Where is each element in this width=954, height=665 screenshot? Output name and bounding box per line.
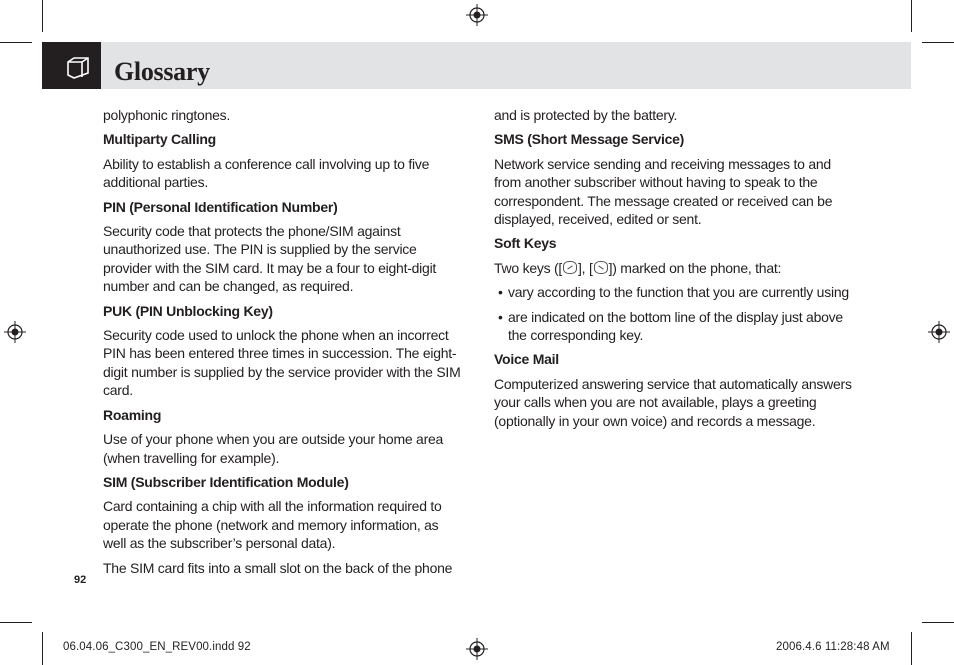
- crop-mark: [0, 42, 32, 43]
- crop-mark: [0, 622, 32, 623]
- glossary-term: PUK (PIN Unblocking Key): [103, 302, 273, 319]
- crop-mark: [911, 632, 912, 665]
- book-icon: [66, 57, 92, 79]
- glossary-term: Voice Mail: [494, 351, 559, 368]
- print-slug-timestamp: 2006.4.6 11:28:48 AM: [776, 641, 890, 653]
- glossary-definition: Use of your phone when you are outside your home area (when travelling for example).: [103, 431, 444, 466]
- page-title: Glossary: [114, 57, 210, 86]
- glossary-term: Soft Keys: [494, 235, 557, 252]
- glossary-definition: Computerized answering service that automatically answers your calls when you are not available, plays a greeting (optionally in your own voice) and records a message.: [494, 375, 852, 429]
- glossary-definition: Ability to establish a conference call involving up to five additional parties.: [103, 155, 430, 191]
- glossary-term: SIM (Subscriber Identification Module): [103, 473, 349, 490]
- list-item: • vary according to the function that you are currently using: [494, 283, 856, 301]
- registration-mark-icon: [466, 4, 488, 26]
- softkeys-intro-suffix: ]) marked on the phone, that:: [608, 259, 782, 276]
- continued-text: polyphonic ringtones.: [103, 107, 231, 123]
- glossary-definition: Card containing a chip with all the information required to operate the phone (network and memory information, as well as the subscriber’s personal data).: [103, 498, 442, 552]
- softkeys-intro-separator: ], [: [578, 259, 593, 276]
- glossary-term: PIN (Personal Identification Number): [103, 198, 338, 215]
- continued-text: and is protected by the battery.: [494, 107, 678, 123]
- crop-mark: [911, 0, 912, 32]
- registration-mark-icon: [928, 321, 950, 343]
- glossary-term: Multiparty Calling: [103, 131, 216, 148]
- glossary-column-right: [494, 106, 856, 436]
- glossary-definition: Security code that protects the phone/SIM against unauthorized use. The PIN is supplied by the service provider with the SIM card. It may be a four to eight-digit number and can be changed, as required.: [103, 223, 437, 295]
- left-soft-key-icon: [563, 261, 577, 274]
- print-slug-filename: 06.04.06_C300_EN_REV00.indd 92: [63, 641, 251, 653]
- crop-mark: [42, 632, 43, 665]
- header-icon-box: [42, 42, 101, 89]
- list-item: • are indicated on the bottom line of the display just above the corresponding key.: [494, 308, 856, 345]
- glossary-definition: The SIM card fits into a small slot on the back of the phone: [103, 559, 453, 576]
- registration-mark-icon: [4, 321, 26, 343]
- crop-mark: [42, 0, 43, 32]
- glossary-definition: Network service sending and receiving messages to and from another subscriber without having to speak to the correspondent. The message created or received can be displayed, received, edited or sent.: [494, 155, 833, 228]
- glossary-column-left: [103, 106, 461, 583]
- crop-mark: [922, 42, 954, 43]
- registration-mark-icon: [466, 638, 488, 660]
- crop-mark: [922, 622, 954, 623]
- section-header: [42, 42, 911, 89]
- right-soft-key-icon: [594, 261, 608, 274]
- glossary-term: Roaming: [103, 406, 162, 423]
- softkeys-intro-prefix: Two keys ([: [494, 259, 563, 276]
- glossary-definition: [494, 259, 856, 277]
- softkeys-bullet-list: [494, 283, 856, 344]
- glossary-definition: Security code used to unlock the phone when an incorrect PIN has been entered three times in succession. The eight-digit number is supplied by the service provider with the SIM card.: [103, 327, 461, 399]
- glossary-term: SMS (Short Message Service): [494, 131, 685, 148]
- page-number: 92: [74, 574, 87, 586]
